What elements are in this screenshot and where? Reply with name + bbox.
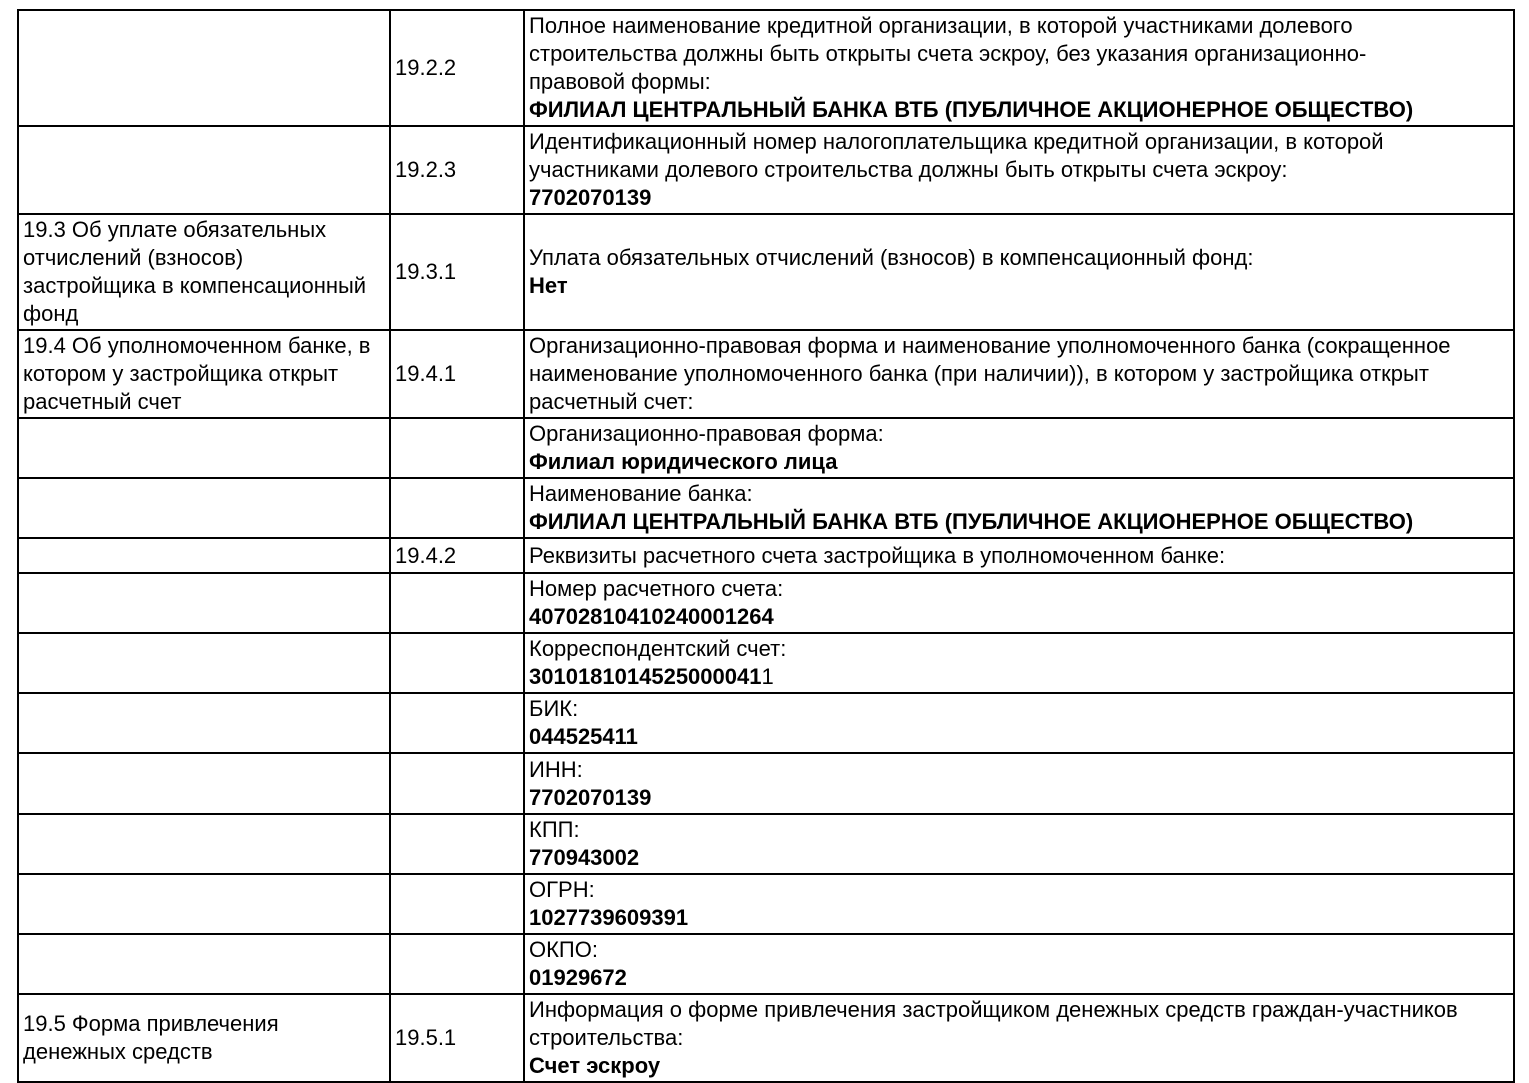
table-row [18,10,1514,126]
content-cell-line [529,876,1509,904]
table-row [18,478,1514,538]
value-text: 1027739609391 [529,905,689,930]
table-row [18,934,1514,994]
content-cell-line [529,448,1509,476]
label-text: отчислений (взносов) [23,245,244,270]
code-cell-line [395,156,519,184]
content-cell-line [529,575,1509,603]
code-cell [390,874,524,934]
code-cell [390,753,524,814]
table-row [18,753,1514,814]
label-text: Организационно-правовая форма: [529,421,884,446]
label-text: 19.4 Об уполномоченном банке, в [23,333,371,358]
section-cell [18,573,390,633]
code-cell [390,478,524,538]
label-text: 19.4.1 [395,361,457,386]
content-cell-line [529,904,1509,932]
content-cell [524,214,1514,330]
label-text: расчетный счет [23,389,182,414]
code-cell-line [395,258,519,286]
section-cell [18,814,390,874]
content-cell-line [529,723,1509,751]
table-row [18,214,1514,330]
content-cell-line [529,96,1509,124]
label-text: правовой формы: [529,69,711,94]
label-text: КПП: [529,817,580,842]
content-cell [524,10,1514,126]
table-row [18,814,1514,874]
content-cell-line [529,40,1509,68]
content-cell-line [529,156,1509,184]
content-cell-line [529,12,1509,40]
content-cell-line [529,244,1509,272]
code-cell [390,126,524,214]
code-cell-line [395,542,519,570]
label-text: Уплата обязательных отчислений (взносов) в компенсационный фонд: [529,245,1254,270]
content-cell-line [529,508,1509,536]
section-cell [18,10,390,126]
label-text: 19.2.3 [395,157,457,182]
code-cell [390,814,524,874]
code-cell [390,573,524,633]
label-text: 19.5 Форма привлечения [23,1011,279,1036]
section-cell-line [23,332,385,360]
code-cell [390,538,524,573]
content-cell-line [529,332,1509,360]
table-row [18,573,1514,633]
label-text: ОГРН: [529,877,595,902]
content-cell [524,874,1514,934]
label-text: Реквизиты расчетного счета застройщика в уполномоченном банке: [529,542,1226,568]
code-cell-line [395,1024,519,1052]
section-cell [18,633,390,693]
value-text: 044525411 [529,724,638,749]
content-cell [524,538,1514,573]
section-cell [18,126,390,214]
section-cell [18,418,390,478]
label-text: 1 [761,664,774,689]
content-cell-line [529,1024,1509,1052]
content-cell-line [529,603,1509,631]
label-text: 19.3 Об уплате обязательных [23,217,327,242]
label-text: БИК: [529,696,579,721]
content-cell-line [529,996,1509,1024]
code-cell [390,934,524,994]
label-text: строительства должны быть открыты счета эскроу, без указания организационно- [529,41,1367,66]
label-text: наименование уполномоченного банка (при наличии)), в котором у застройщика открыт [529,361,1429,386]
code-cell [390,994,524,1082]
section-cell-line [23,1010,385,1038]
section-cell-line [23,272,385,300]
value-text: 01929672 [529,965,627,990]
section-cell-line [23,1038,385,1066]
label-text: котором у застройщика открыт [23,361,339,386]
code-cell [390,418,524,478]
section-cell [18,874,390,934]
content-cell-line [529,844,1509,872]
content-cell [524,126,1514,214]
table-row [18,874,1514,934]
label-text: ИНН: [529,756,583,782]
content-cell-line [529,542,1509,570]
table-row [18,126,1514,214]
content-cell-line [529,784,1509,812]
value-text: 3010181014525000041 [529,664,762,689]
content-cell-line [529,756,1509,784]
section-cell [18,994,390,1082]
table-row [18,330,1514,418]
section-cell-line [23,388,385,416]
label-text: денежных средств [23,1039,213,1064]
label-text: ОКПО: [529,937,598,962]
label-text: Корреспондентский счет: [529,636,787,661]
content-cell [524,814,1514,874]
label-text: 19.4.2 [395,542,457,568]
content-cell [524,693,1514,753]
label-text: расчетный счет: [529,389,694,414]
section-cell [18,934,390,994]
content-cell-line [529,68,1509,96]
label-text: участниками долевого строительства должны быть открыты счета эскроу: [529,157,1288,182]
content-cell-line [529,480,1509,508]
label-text: фонд [23,301,79,326]
content-cell-line [529,816,1509,844]
section-cell-line [23,216,385,244]
label-text: Идентификационный номер налогоплательщика кредитной организации, в которой [529,129,1384,154]
table-row [18,418,1514,478]
value-text: 770943002 [529,845,640,870]
content-cell-line [529,695,1509,723]
label-text: 19.3.1 [395,259,457,284]
content-cell-line [529,964,1509,992]
content-cell [524,934,1514,994]
content-cell [524,633,1514,693]
code-cell [390,10,524,126]
code-cell-line [395,360,519,388]
content-cell-line [529,184,1509,212]
table-row [18,633,1514,693]
label-text: 19.5.1 [395,1025,457,1050]
value-text: Счет эскроу [529,1053,661,1078]
table-row [18,538,1514,573]
section-cell [18,753,390,814]
value-text: 40702810410240001264 [529,604,774,629]
content-cell-line [529,360,1509,388]
label-text: Информация о форме привлечения застройщиком денежных средств граждан-участников [529,997,1458,1022]
content-cell-line [529,663,1509,691]
content-cell-line [529,388,1509,416]
label-text: Наименование банка: [529,481,753,506]
content-cell [524,330,1514,418]
content-cell-line [529,420,1509,448]
content-cell-line [529,128,1509,156]
code-cell [390,693,524,753]
label-text: Номер расчетного счета: [529,576,784,601]
label-text: застройщика в компенсационный [23,273,367,298]
label-text: Организационно-правовая форма и наименование уполномоченного банка (сокращенное [529,333,1451,358]
content-cell-line [529,936,1509,964]
declaration-table [17,9,1515,1083]
table-row [18,693,1514,753]
value-text: 7702070139 [529,784,652,810]
table-row [18,994,1514,1082]
section-cell [18,214,390,330]
section-cell-line [23,244,385,272]
label-text: строительства: [529,1025,684,1050]
content-cell-line [529,1052,1509,1080]
content-cell [524,418,1514,478]
section-cell [18,693,390,753]
code-cell [390,214,524,330]
value-text: Филиал юридического лица [529,449,838,474]
label-text: Полное наименование кредитной организации, в которой участниками долевого [529,13,1353,38]
value-text: ФИЛИАЛ ЦЕНТРАЛЬНЫЙ БАНКА ВТБ (ПУБЛИЧНОЕ АКЦИОНЕРНОЕ ОБЩЕСТВО) [529,97,1414,122]
code-cell [390,633,524,693]
content-cell-line [529,272,1509,300]
content-cell-line [529,635,1509,663]
section-cell-line [23,300,385,328]
section-cell [18,478,390,538]
value-text: 7702070139 [529,185,652,210]
content-cell [524,994,1514,1082]
code-cell [390,330,524,418]
content-cell [524,478,1514,538]
section-cell [18,330,390,418]
value-text: Нет [529,273,568,298]
label-text: 19.2.2 [395,55,457,80]
content-cell [524,573,1514,633]
value-text: ФИЛИАЛ ЦЕНТРАЛЬНЫЙ БАНКА ВТБ (ПУБЛИЧНОЕ АКЦИОНЕРНОЕ ОБЩЕСТВО) [529,509,1414,534]
code-cell-line [395,54,519,82]
section-cell-line [23,360,385,388]
content-cell [524,753,1514,814]
section-cell [18,538,390,573]
table-body [18,10,1514,1082]
